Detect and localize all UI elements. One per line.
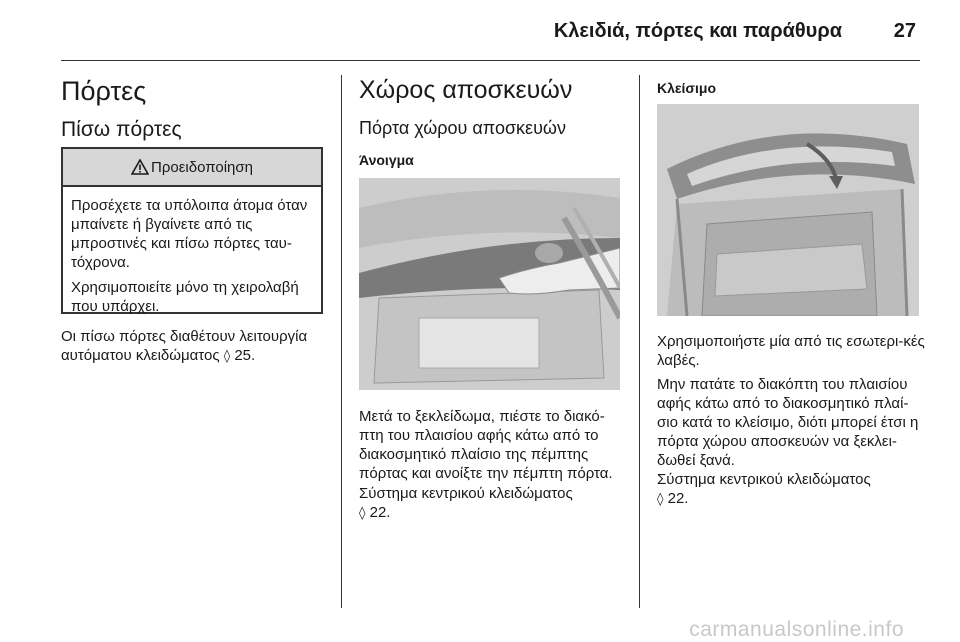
chapter-title: Κλειδιά, πόρτες και παράθυρα bbox=[553, 20, 842, 42]
rear-doors-body: Οι πίσω πόρτες διαθέτουν λειτουργία αυτόματου κλειδώματος bbox=[61, 328, 308, 364]
warning-text-1: Προσέχετε τα υπόλοιπα άτομα όταν μπαίνετε ή βγαίνετε από τις μπροστινές και πίσω πόρτες ταυ-τόχρονα. bbox=[71, 197, 308, 271]
closing-instructions: Χρησιμοποιήστε μία από τις εσωτερι-κές λαβές. bbox=[657, 333, 925, 369]
closing-ref-text: Σύστημα κεντρικού κλειδώματος bbox=[657, 471, 871, 488]
column-divider-right bbox=[639, 75, 640, 608]
cross-reference-icon: ◊ bbox=[359, 506, 366, 521]
section-heading-doors: Πόρτες bbox=[61, 76, 147, 106]
opening-reference bbox=[359, 484, 629, 523]
warning-header bbox=[63, 149, 321, 187]
rear-doors-ref[interactable]: 25. bbox=[234, 347, 256, 364]
subheading-tailgate: Πόρτα χώρου αποσκευών bbox=[359, 118, 566, 138]
warning-title: Προειδοποίηση bbox=[151, 158, 253, 176]
opening-instructions: Μετά το ξεκλείδωμα, πιέστε το διακό-πτη του πλαισίου αφής κάτω από το διακοσμητικό πλαίσιο της πέμπτης πόρτας και ανοίξτε την πέμπτη πόρτα. bbox=[359, 408, 613, 482]
subheading-opening: Άνοιγμα bbox=[359, 152, 414, 168]
tailgate-closing-illustration bbox=[657, 104, 919, 316]
closing-reference bbox=[657, 470, 927, 509]
cross-reference-icon: ◊ bbox=[223, 349, 231, 364]
warning-triangle-icon bbox=[131, 159, 149, 175]
watermark: carmanualsonline.info bbox=[689, 618, 904, 641]
subheading-closing: Κλείσιμο bbox=[657, 80, 717, 96]
closing-caution: Μην πατάτε το διακόπτη του πλαισίου αφής κάτω από το διακοσμητικό πλαί-σιο κατά το κλείσιμο, διότι μπορεί έτσι η πόρτα χώρου αποσκευών να ξεκλει-δωθεί ξανά. bbox=[657, 376, 919, 469]
page-number: 27 bbox=[893, 20, 916, 42]
cross-reference-icon: ◊ bbox=[657, 492, 664, 507]
tailgate-opening-illustration bbox=[359, 178, 620, 390]
subheading-rear-doors: Πίσω πόρτες bbox=[61, 118, 182, 141]
header-rule bbox=[61, 60, 920, 61]
warning-text-2: Χρησιμοποιείτε μόνο τη χειρολαβή που υπάρχει. bbox=[71, 279, 299, 315]
column-divider-left bbox=[341, 75, 342, 608]
warning-box bbox=[61, 147, 323, 314]
rear-doors-text bbox=[61, 327, 329, 366]
opening-ref-page[interactable]: 22. bbox=[369, 504, 391, 521]
opening-ref-text: Σύστημα κεντρικού κλειδώματος bbox=[359, 485, 573, 502]
closing-ref-page[interactable]: 22. bbox=[667, 490, 689, 507]
section-heading-luggage: Χώρος αποσκευών bbox=[359, 76, 573, 104]
